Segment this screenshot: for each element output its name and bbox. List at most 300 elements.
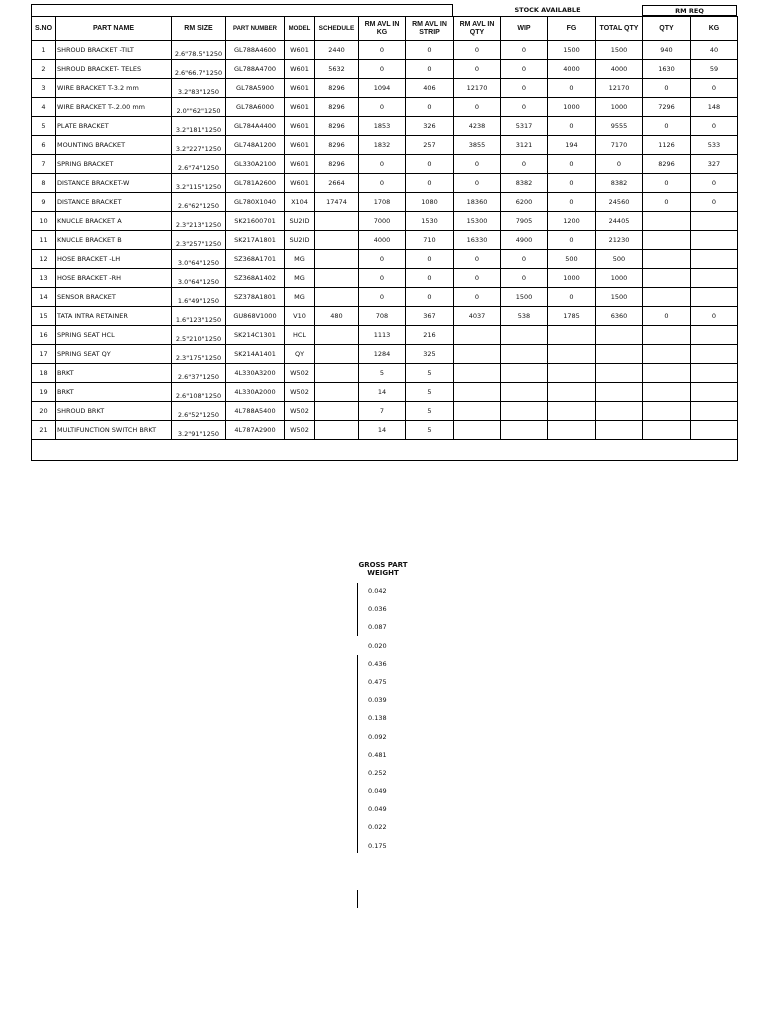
- cell-rm-size: 2.0""62"1250: [172, 98, 226, 117]
- gross-weight-value: 0.049: [368, 805, 387, 814]
- cell-wip: 0: [501, 79, 548, 98]
- cell-rm-avl-qty: 4037: [454, 307, 501, 326]
- cell-rm-avl-qty: 0: [454, 269, 501, 288]
- cell-req-qty: 7296: [643, 98, 691, 117]
- cell-sno: 17: [32, 345, 56, 364]
- cell-req-kg: 0: [691, 307, 738, 326]
- cell-model: W601: [285, 174, 315, 193]
- cell-part-number: 4L330A3200: [226, 364, 285, 383]
- cell-rm-avl-qty: 0: [454, 98, 501, 117]
- cell-part-name: DISTANCE BRACKET-W: [56, 174, 172, 193]
- cell-part-number: GL784A4400: [226, 117, 285, 136]
- cell-wip: 0: [501, 269, 548, 288]
- cell-rm-avl-strip: 1530: [406, 212, 454, 231]
- cell-total-qty: 21230: [596, 231, 643, 250]
- cell-part-number: 4L788A5400: [226, 402, 285, 421]
- cell-part-number: SZ368A1402: [226, 269, 285, 288]
- cell-req-qty: 8296: [643, 155, 691, 174]
- cell-rm-size: 2.6"62"1250: [172, 193, 226, 212]
- cell-rm-avl-kg: 1094: [359, 79, 406, 98]
- gross-weight-value: 0.020: [368, 641, 387, 650]
- cell-schedule: 8296: [315, 155, 359, 174]
- cell-part-name: DISTANCE BRACKET: [56, 193, 172, 212]
- gross-weight-value: 0.087: [368, 623, 387, 632]
- cell-req-kg: 0: [691, 79, 738, 98]
- cell-rm-avl-kg: 1113: [359, 326, 406, 345]
- cell-rm-size: 1.6"49"1250: [172, 288, 226, 307]
- cell-req-qty: 0: [643, 193, 691, 212]
- cell-req-qty: [643, 402, 691, 421]
- cell-rm-avl-strip: 5: [406, 402, 454, 421]
- cell-rm-avl-kg: 4000: [359, 231, 406, 250]
- cell-model: W601: [285, 60, 315, 79]
- cell-sno: 1: [32, 41, 56, 60]
- cell-rm-size: 2.6"74"1250: [172, 155, 226, 174]
- cell-rm-avl-strip: 406: [406, 79, 454, 98]
- cell-sno: 3: [32, 79, 56, 98]
- cell-sno: 6: [32, 136, 56, 155]
- cell-schedule: 480: [315, 307, 359, 326]
- table-row: [32, 383, 738, 402]
- cell-sno: 14: [32, 288, 56, 307]
- cell-req-kg: [691, 345, 738, 364]
- cell-total-qty: [596, 345, 643, 364]
- divider-line-1: [357, 583, 358, 636]
- cell-rm-avl-kg: 7000: [359, 212, 406, 231]
- cell-req-kg: 148: [691, 98, 738, 117]
- cell-total-qty: 1500: [596, 41, 643, 60]
- cell-schedule: 5632: [315, 60, 359, 79]
- cell-total-qty: [596, 421, 643, 440]
- cell-part-name: MOUNTING BRACKET: [56, 136, 172, 155]
- table-row: [32, 98, 738, 117]
- cell-rm-avl-kg: 14: [359, 383, 406, 402]
- cell-req-kg: [691, 269, 738, 288]
- cell-req-kg: 59: [691, 60, 738, 79]
- gross-weight-value: 0.481: [368, 750, 387, 759]
- col-header-schedule: SCHEDULE: [315, 17, 359, 41]
- cell-model: SU2ID: [285, 212, 315, 231]
- cell-rm-avl-qty: [454, 364, 501, 383]
- cell-part-number: GL78A6000: [226, 98, 285, 117]
- cell-part-name: SENSOR BRACKET: [56, 288, 172, 307]
- cell-schedule: 8296: [315, 136, 359, 155]
- cell-total-qty: 9555: [596, 117, 643, 136]
- cell-total-qty: 24405: [596, 212, 643, 231]
- cell-wip: [501, 421, 548, 440]
- cell-req-kg: 0: [691, 193, 738, 212]
- cell-model: V10: [285, 307, 315, 326]
- cell-req-kg: 0: [691, 117, 738, 136]
- cell-rm-size: 3.0"64"1250: [172, 269, 226, 288]
- col-header-rm-size: RM SIZE: [172, 17, 226, 41]
- cell-fg: 1785: [548, 307, 596, 326]
- cell-rm-avl-strip: 710: [406, 231, 454, 250]
- cell-part-name: BRKT: [56, 383, 172, 402]
- gross-weight-value: 0.475: [368, 677, 387, 686]
- cell-rm-avl-kg: 1284: [359, 345, 406, 364]
- cell-rm-size: 2.5"210"1250: [172, 326, 226, 345]
- table-row: [32, 402, 738, 421]
- table-row: [32, 421, 738, 440]
- table-header-row: [32, 17, 738, 41]
- cell-fg: 0: [548, 79, 596, 98]
- gross-weight-value: 0.175: [368, 841, 387, 850]
- cell-model: HCL: [285, 326, 315, 345]
- cell-fg: 0: [548, 117, 596, 136]
- cell-fg: [548, 345, 596, 364]
- gross-part-weight-list: [368, 582, 387, 855]
- cell-schedule: 8296: [315, 117, 359, 136]
- cell-model: W601: [285, 155, 315, 174]
- cell-total-qty: 500: [596, 250, 643, 269]
- rm-req-group-label: RM REQ: [642, 5, 737, 16]
- cell-model: X104: [285, 193, 315, 212]
- cell-sno: 13: [32, 269, 56, 288]
- cell-req-qty: 0: [643, 79, 691, 98]
- gross-weight-value: 0.436: [368, 659, 387, 668]
- cell-part-number: GL748A1200: [226, 136, 285, 155]
- cell-rm-size: 2.6"52"1250: [172, 402, 226, 421]
- cell-model: W601: [285, 136, 315, 155]
- cell-wip: 3121: [501, 136, 548, 155]
- cell-rm-avl-kg: 1708: [359, 193, 406, 212]
- cell-part-name: HOSE BRACKET -RH: [56, 269, 172, 288]
- cell-fg: 1000: [548, 269, 596, 288]
- cell-schedule: [315, 364, 359, 383]
- blank-footer-cell: [32, 440, 738, 461]
- cell-rm-avl-qty: [454, 421, 501, 440]
- col-header-model: MODEL: [285, 17, 315, 41]
- cell-model: QY: [285, 345, 315, 364]
- cell-part-number: GU868V1000: [226, 307, 285, 326]
- cell-fg: 1200: [548, 212, 596, 231]
- cell-wip: 0: [501, 250, 548, 269]
- cell-part-name: WIRE BRACKET T-.2.00 mm: [56, 98, 172, 117]
- cell-part-name: SPRING SEAT QY: [56, 345, 172, 364]
- cell-model: W502: [285, 383, 315, 402]
- cell-total-qty: 4000: [596, 60, 643, 79]
- cell-total-qty: [596, 364, 643, 383]
- gross-weight-value: 0.022: [368, 823, 387, 832]
- table-row: [32, 212, 738, 231]
- cell-rm-size: 2.6"78.5"1250: [172, 41, 226, 60]
- cell-rm-size: 2.6"66.7"1250: [172, 60, 226, 79]
- cell-req-qty: [643, 250, 691, 269]
- cell-sno: 21: [32, 421, 56, 440]
- cell-rm-size: 2.3"257"1250: [172, 231, 226, 250]
- cell-req-qty: 0: [643, 307, 691, 326]
- cell-req-kg: [691, 421, 738, 440]
- cell-model: W502: [285, 364, 315, 383]
- cell-part-number: SK214A1401: [226, 345, 285, 364]
- cell-rm-avl-strip: 257: [406, 136, 454, 155]
- cell-rm-size: 3.2"83"1250: [172, 79, 226, 98]
- cell-schedule: 8296: [315, 98, 359, 117]
- cell-rm-avl-strip: 0: [406, 250, 454, 269]
- cell-rm-avl-qty: [454, 345, 501, 364]
- cell-part-number: GL781A2600: [226, 174, 285, 193]
- cell-rm-avl-strip: 216: [406, 326, 454, 345]
- cell-part-number: GL330A2100: [226, 155, 285, 174]
- col-header-total-qty: TOTAL QTY: [596, 17, 643, 41]
- table-row: [32, 136, 738, 155]
- cell-req-qty: 1126: [643, 136, 691, 155]
- cell-wip: 1500: [501, 288, 548, 307]
- cell-rm-avl-strip: 326: [406, 117, 454, 136]
- col-header-rm-avl-strip: RM AVL IN STRIP: [406, 17, 454, 41]
- cell-part-name: KNUCLE BRACKET A: [56, 212, 172, 231]
- cell-part-name: KNUCLE BRACKET B: [56, 231, 172, 250]
- cell-rm-avl-kg: 1832: [359, 136, 406, 155]
- cell-part-number: GL780X1040: [226, 193, 285, 212]
- cell-model: W601: [285, 117, 315, 136]
- cell-schedule: [315, 288, 359, 307]
- cell-rm-avl-strip: 0: [406, 60, 454, 79]
- cell-rm-avl-strip: 0: [406, 174, 454, 193]
- cell-wip: 8382: [501, 174, 548, 193]
- col-header-rm-avl-kg: RM AVL IN KG: [359, 17, 406, 41]
- cell-rm-avl-qty: 18360: [454, 193, 501, 212]
- cell-wip: [501, 326, 548, 345]
- cell-req-qty: [643, 288, 691, 307]
- cell-wip: [501, 402, 548, 421]
- cell-schedule: [315, 345, 359, 364]
- cell-model: MG: [285, 250, 315, 269]
- cell-model: W601: [285, 79, 315, 98]
- table-row: [32, 326, 738, 345]
- cell-part-number: SK217A1801: [226, 231, 285, 250]
- table-row: [32, 193, 738, 212]
- cell-part-number: SK214C1301: [226, 326, 285, 345]
- cell-schedule: [315, 402, 359, 421]
- cell-model: W601: [285, 98, 315, 117]
- cell-rm-avl-strip: 5: [406, 364, 454, 383]
- col-header-part-number: PART NUMBER: [226, 17, 285, 41]
- cell-wip: 0: [501, 41, 548, 60]
- cell-sno: 12: [32, 250, 56, 269]
- cell-rm-avl-kg: 5: [359, 364, 406, 383]
- cell-rm-avl-qty: 15300: [454, 212, 501, 231]
- cell-req-kg: [691, 212, 738, 231]
- cell-req-qty: [643, 231, 691, 250]
- cell-rm-avl-strip: 325: [406, 345, 454, 364]
- cell-rm-avl-strip: 0: [406, 288, 454, 307]
- cell-part-name: PLATE BRACKET: [56, 117, 172, 136]
- cell-total-qty: 1000: [596, 98, 643, 117]
- table-row: [32, 79, 738, 98]
- cell-rm-avl-strip: 5: [406, 421, 454, 440]
- table-row: [32, 307, 738, 326]
- cell-rm-avl-kg: 0: [359, 269, 406, 288]
- col-header-rm-avl-qty: RM AVL IN QTY: [454, 17, 501, 41]
- cell-rm-size: 2.3"175"1250: [172, 345, 226, 364]
- cell-model: W502: [285, 421, 315, 440]
- cell-req-kg: 533: [691, 136, 738, 155]
- cell-fg: 0: [548, 193, 596, 212]
- cell-rm-avl-strip: 367: [406, 307, 454, 326]
- cell-model: MG: [285, 288, 315, 307]
- gross-weight-value: 0.042: [368, 587, 387, 595]
- cell-model: W601: [285, 41, 315, 60]
- cell-rm-size: 1.6"123"1250: [172, 307, 226, 326]
- col-header-req-kg: KG: [691, 17, 738, 41]
- cell-part-name: MULTIFUNCTION SWITCH BRKT: [56, 421, 172, 440]
- cell-sno: 9: [32, 193, 56, 212]
- cell-part-name: SHROUD BRACKET -TILT: [56, 41, 172, 60]
- cell-rm-avl-strip: 0: [406, 41, 454, 60]
- cell-total-qty: 1500: [596, 288, 643, 307]
- cell-fg: 0: [548, 155, 596, 174]
- cell-fg: [548, 402, 596, 421]
- cell-sno: 8: [32, 174, 56, 193]
- cell-req-qty: 1630: [643, 60, 691, 79]
- cell-rm-avl-qty: [454, 383, 501, 402]
- cell-sno: 11: [32, 231, 56, 250]
- cell-wip: 6200: [501, 193, 548, 212]
- table-row: [32, 231, 738, 250]
- cell-part-name: SHROUD BRKT: [56, 402, 172, 421]
- cell-part-number: GL78A5900: [226, 79, 285, 98]
- cell-sno: 2: [32, 60, 56, 79]
- cell-part-number: SZ368A1701: [226, 250, 285, 269]
- cell-rm-avl-qty: 0: [454, 250, 501, 269]
- cell-req-qty: [643, 269, 691, 288]
- cell-rm-size: 2.6"108"1250: [172, 383, 226, 402]
- gross-weight-value: 0.036: [368, 605, 387, 614]
- cell-schedule: [315, 269, 359, 288]
- cell-req-qty: 940: [643, 41, 691, 60]
- cell-fg: 0: [548, 231, 596, 250]
- cell-rm-avl-qty: 0: [454, 41, 501, 60]
- cell-total-qty: [596, 402, 643, 421]
- cell-rm-avl-qty: [454, 326, 501, 345]
- cell-fg: 4000: [548, 60, 596, 79]
- cell-rm-avl-kg: 0: [359, 60, 406, 79]
- col-header-req-qty: QTY: [643, 17, 691, 41]
- col-header-fg: FG: [548, 17, 596, 41]
- blank-footer-row: [32, 440, 738, 461]
- cell-rm-avl-qty: [454, 402, 501, 421]
- cell-req-kg: [691, 326, 738, 345]
- cell-rm-size: 3.2"91"1250: [172, 421, 226, 440]
- cell-rm-avl-qty: 0: [454, 155, 501, 174]
- cell-sno: 4: [32, 98, 56, 117]
- cell-part-number: GL788A4600: [226, 41, 285, 60]
- cell-rm-avl-kg: 0: [359, 41, 406, 60]
- cell-req-kg: [691, 383, 738, 402]
- cell-total-qty: 24560: [596, 193, 643, 212]
- cell-req-qty: [643, 212, 691, 231]
- gross-weight-value: 0.138: [368, 714, 387, 723]
- cell-req-kg: 40: [691, 41, 738, 60]
- stock-table: [31, 16, 738, 461]
- cell-rm-avl-kg: 0: [359, 174, 406, 193]
- cell-rm-avl-strip: 1080: [406, 193, 454, 212]
- table-row: [32, 174, 738, 193]
- gross-weight-value: 0.039: [368, 696, 387, 705]
- cell-rm-avl-qty: 3855: [454, 136, 501, 155]
- cell-req-qty: [643, 345, 691, 364]
- cell-req-kg: 0: [691, 174, 738, 193]
- cell-rm-avl-kg: 708: [359, 307, 406, 326]
- cell-sno: 5: [32, 117, 56, 136]
- gross-weight-value: 0.092: [368, 732, 387, 741]
- cell-schedule: [315, 326, 359, 345]
- cell-rm-avl-strip: 5: [406, 383, 454, 402]
- cell-sno: 10: [32, 212, 56, 231]
- cell-req-kg: [691, 250, 738, 269]
- cell-schedule: [315, 421, 359, 440]
- cell-rm-avl-strip: 0: [406, 269, 454, 288]
- cell-total-qty: 1000: [596, 269, 643, 288]
- cell-req-kg: [691, 288, 738, 307]
- cell-req-kg: [691, 231, 738, 250]
- cell-wip: 7905: [501, 212, 548, 231]
- cell-rm-size: 3.2"227"1250: [172, 136, 226, 155]
- cell-total-qty: 7170: [596, 136, 643, 155]
- divider-line-2: [357, 655, 358, 853]
- cell-rm-avl-qty: 4238: [454, 117, 501, 136]
- cell-model: MG: [285, 269, 315, 288]
- table-row: [32, 117, 738, 136]
- cell-part-number: 4L330A2000: [226, 383, 285, 402]
- cell-fg: 1000: [548, 98, 596, 117]
- cell-fg: 194: [548, 136, 596, 155]
- cell-rm-avl-kg: 0: [359, 155, 406, 174]
- gross-weight-value: 0.049: [368, 787, 387, 796]
- cell-rm-size: 3.2"115"1250: [172, 174, 226, 193]
- cell-rm-avl-kg: 0: [359, 250, 406, 269]
- cell-rm-size: 2.6"37"1250: [172, 364, 226, 383]
- cell-rm-avl-qty: 0: [454, 174, 501, 193]
- table-row: [32, 250, 738, 269]
- cell-rm-avl-qty: 0: [454, 60, 501, 79]
- cell-rm-avl-kg: 0: [359, 98, 406, 117]
- cell-wip: 4900: [501, 231, 548, 250]
- cell-req-qty: [643, 383, 691, 402]
- col-header-sno: S.NO: [32, 17, 56, 41]
- cell-sno: 18: [32, 364, 56, 383]
- cell-part-name: BRKT: [56, 364, 172, 383]
- cell-part-name: SHROUD BRACKET- TELES: [56, 60, 172, 79]
- cell-req-qty: [643, 364, 691, 383]
- cell-total-qty: [596, 383, 643, 402]
- divider-line-3: [357, 890, 358, 908]
- cell-rm-avl-kg: 14: [359, 421, 406, 440]
- table-row: [32, 60, 738, 79]
- cell-part-name: WIRE BRACKET T-3.2 mm: [56, 79, 172, 98]
- cell-part-number: GL788A4700: [226, 60, 285, 79]
- gross-part-weight-header: GROSS PART WEIGHT: [358, 561, 408, 577]
- cell-rm-avl-strip: 0: [406, 98, 454, 117]
- cell-schedule: [315, 212, 359, 231]
- cell-fg: [548, 383, 596, 402]
- gross-weight-value: 0.252: [368, 768, 387, 777]
- cell-schedule: 8296: [315, 79, 359, 98]
- cell-part-name: HOSE BRACKET -LH: [56, 250, 172, 269]
- cell-rm-size: 3.0"64"1250: [172, 250, 226, 269]
- cell-req-qty: 0: [643, 174, 691, 193]
- cell-model: W502: [285, 402, 315, 421]
- cell-schedule: [315, 383, 359, 402]
- cell-req-kg: [691, 364, 738, 383]
- cell-wip: [501, 383, 548, 402]
- table-row: [32, 364, 738, 383]
- cell-req-kg: 327: [691, 155, 738, 174]
- cell-sno: 20: [32, 402, 56, 421]
- cell-fg: 1500: [548, 41, 596, 60]
